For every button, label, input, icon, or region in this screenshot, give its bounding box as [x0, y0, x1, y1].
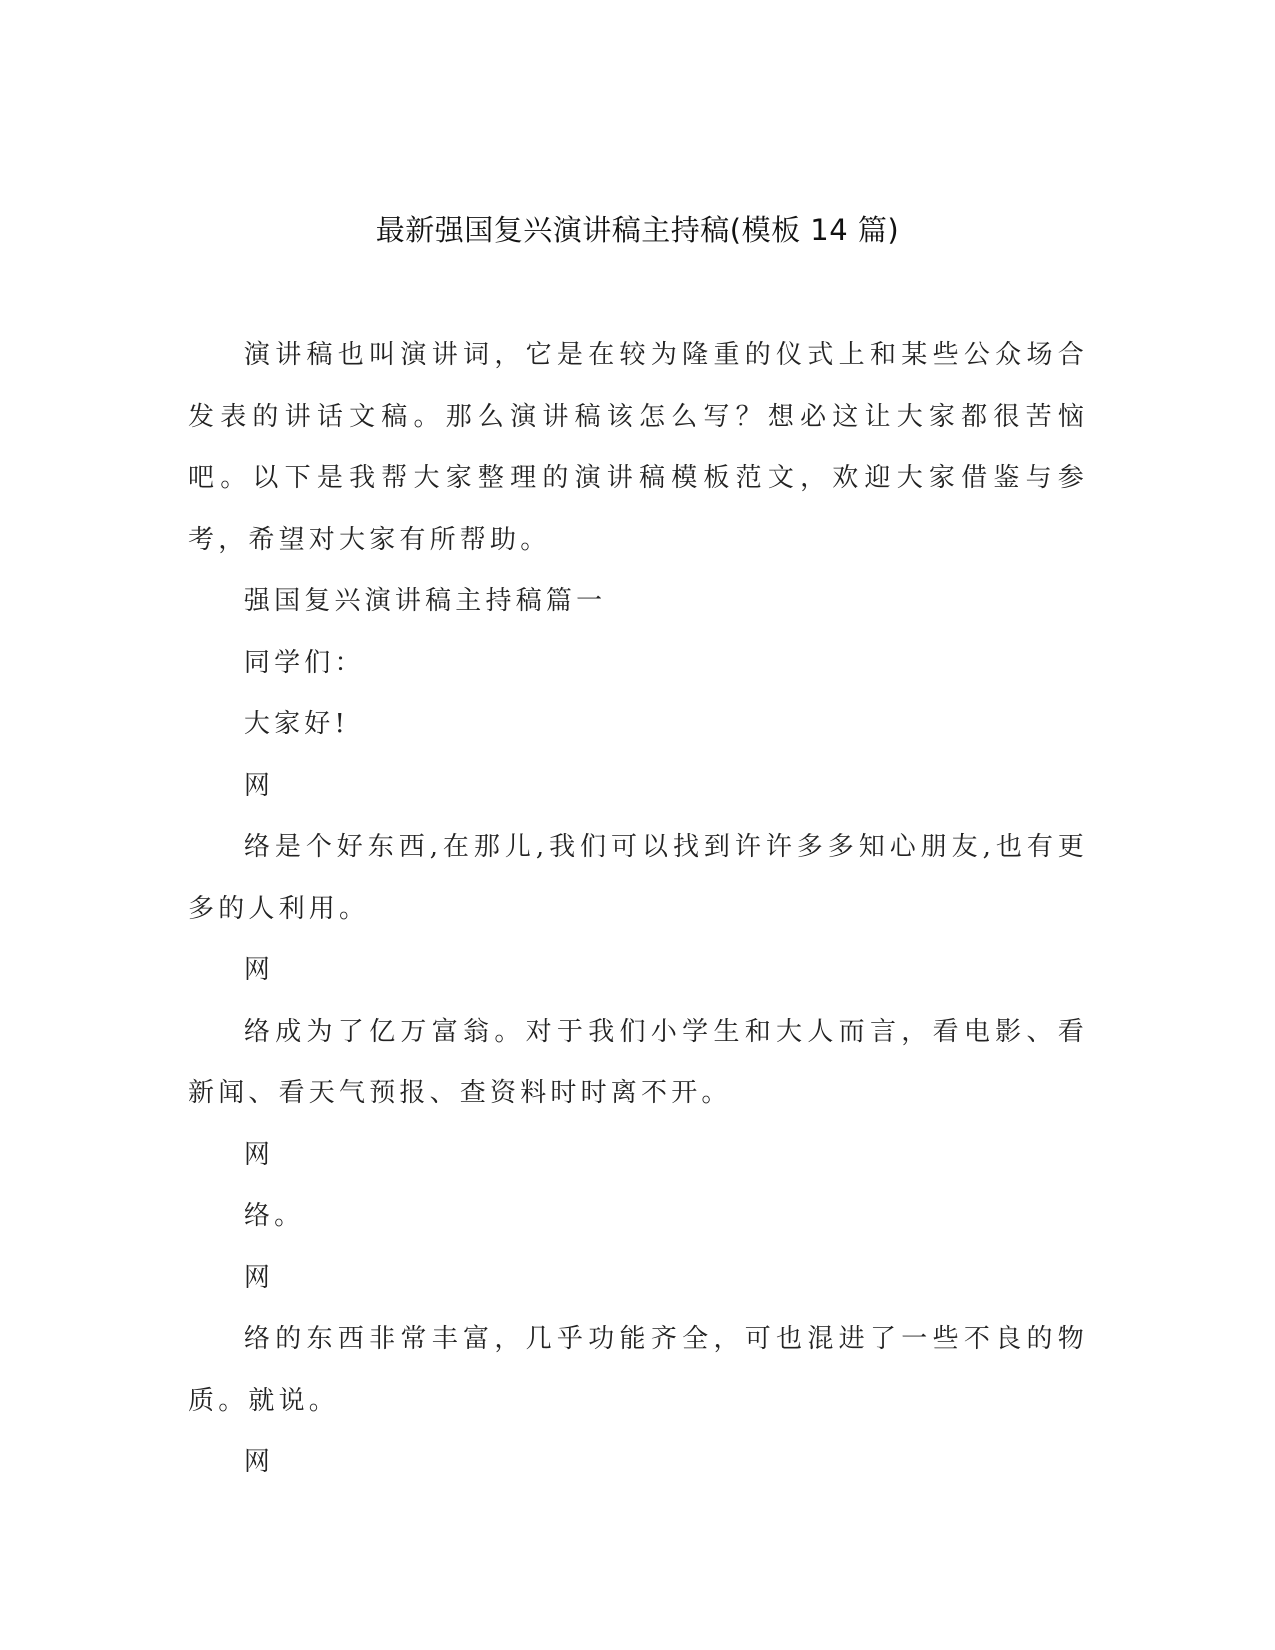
paragraph: 络成为了亿万富翁。对于我们小学生和大人而言，看电影、看新闻、看天气预报、查资料时时离不开。: [188, 1016, 1088, 1108]
paragraph-salutation: 同学们：: [243, 647, 365, 678]
paragraph: 络。: [243, 1201, 305, 1231]
paragraph-greeting: 大家好!: [243, 709, 350, 739]
paragraph: 网: [243, 1262, 275, 1293]
document-body: [188, 325, 1088, 1494]
paragraph-section-heading: 强国复兴演讲稿主持稿篇一: [243, 586, 607, 616]
paragraph: 网: [243, 1139, 275, 1170]
paragraph: 络的东西非常丰富，几乎功能齐全，可也混进了一些不良的物质。就说。: [188, 1324, 1088, 1416]
paragraph: 络是个好东西,在那儿,我们可以找到许许多多知心朋友,也有更多的人利用。: [188, 832, 1088, 924]
paragraph-intro: 演讲稿也叫演讲词，它是在较为隆重的仪式上和某些公众场合发表的讲话文稿。那么演讲稿该怎么写？想必这让大家都很苦恼吧。以下是我帮大家整理的演讲稿模板范文，欢迎大家借鉴与参考，希望对大家有所帮助。: [188, 340, 1088, 555]
document-title: 最新强国复兴演讲稿主持稿(模板 14 篇): [375, 213, 900, 247]
paragraph: 网: [243, 770, 275, 801]
paragraph: 网: [243, 955, 275, 985]
paragraph: 网: [243, 1447, 275, 1477]
